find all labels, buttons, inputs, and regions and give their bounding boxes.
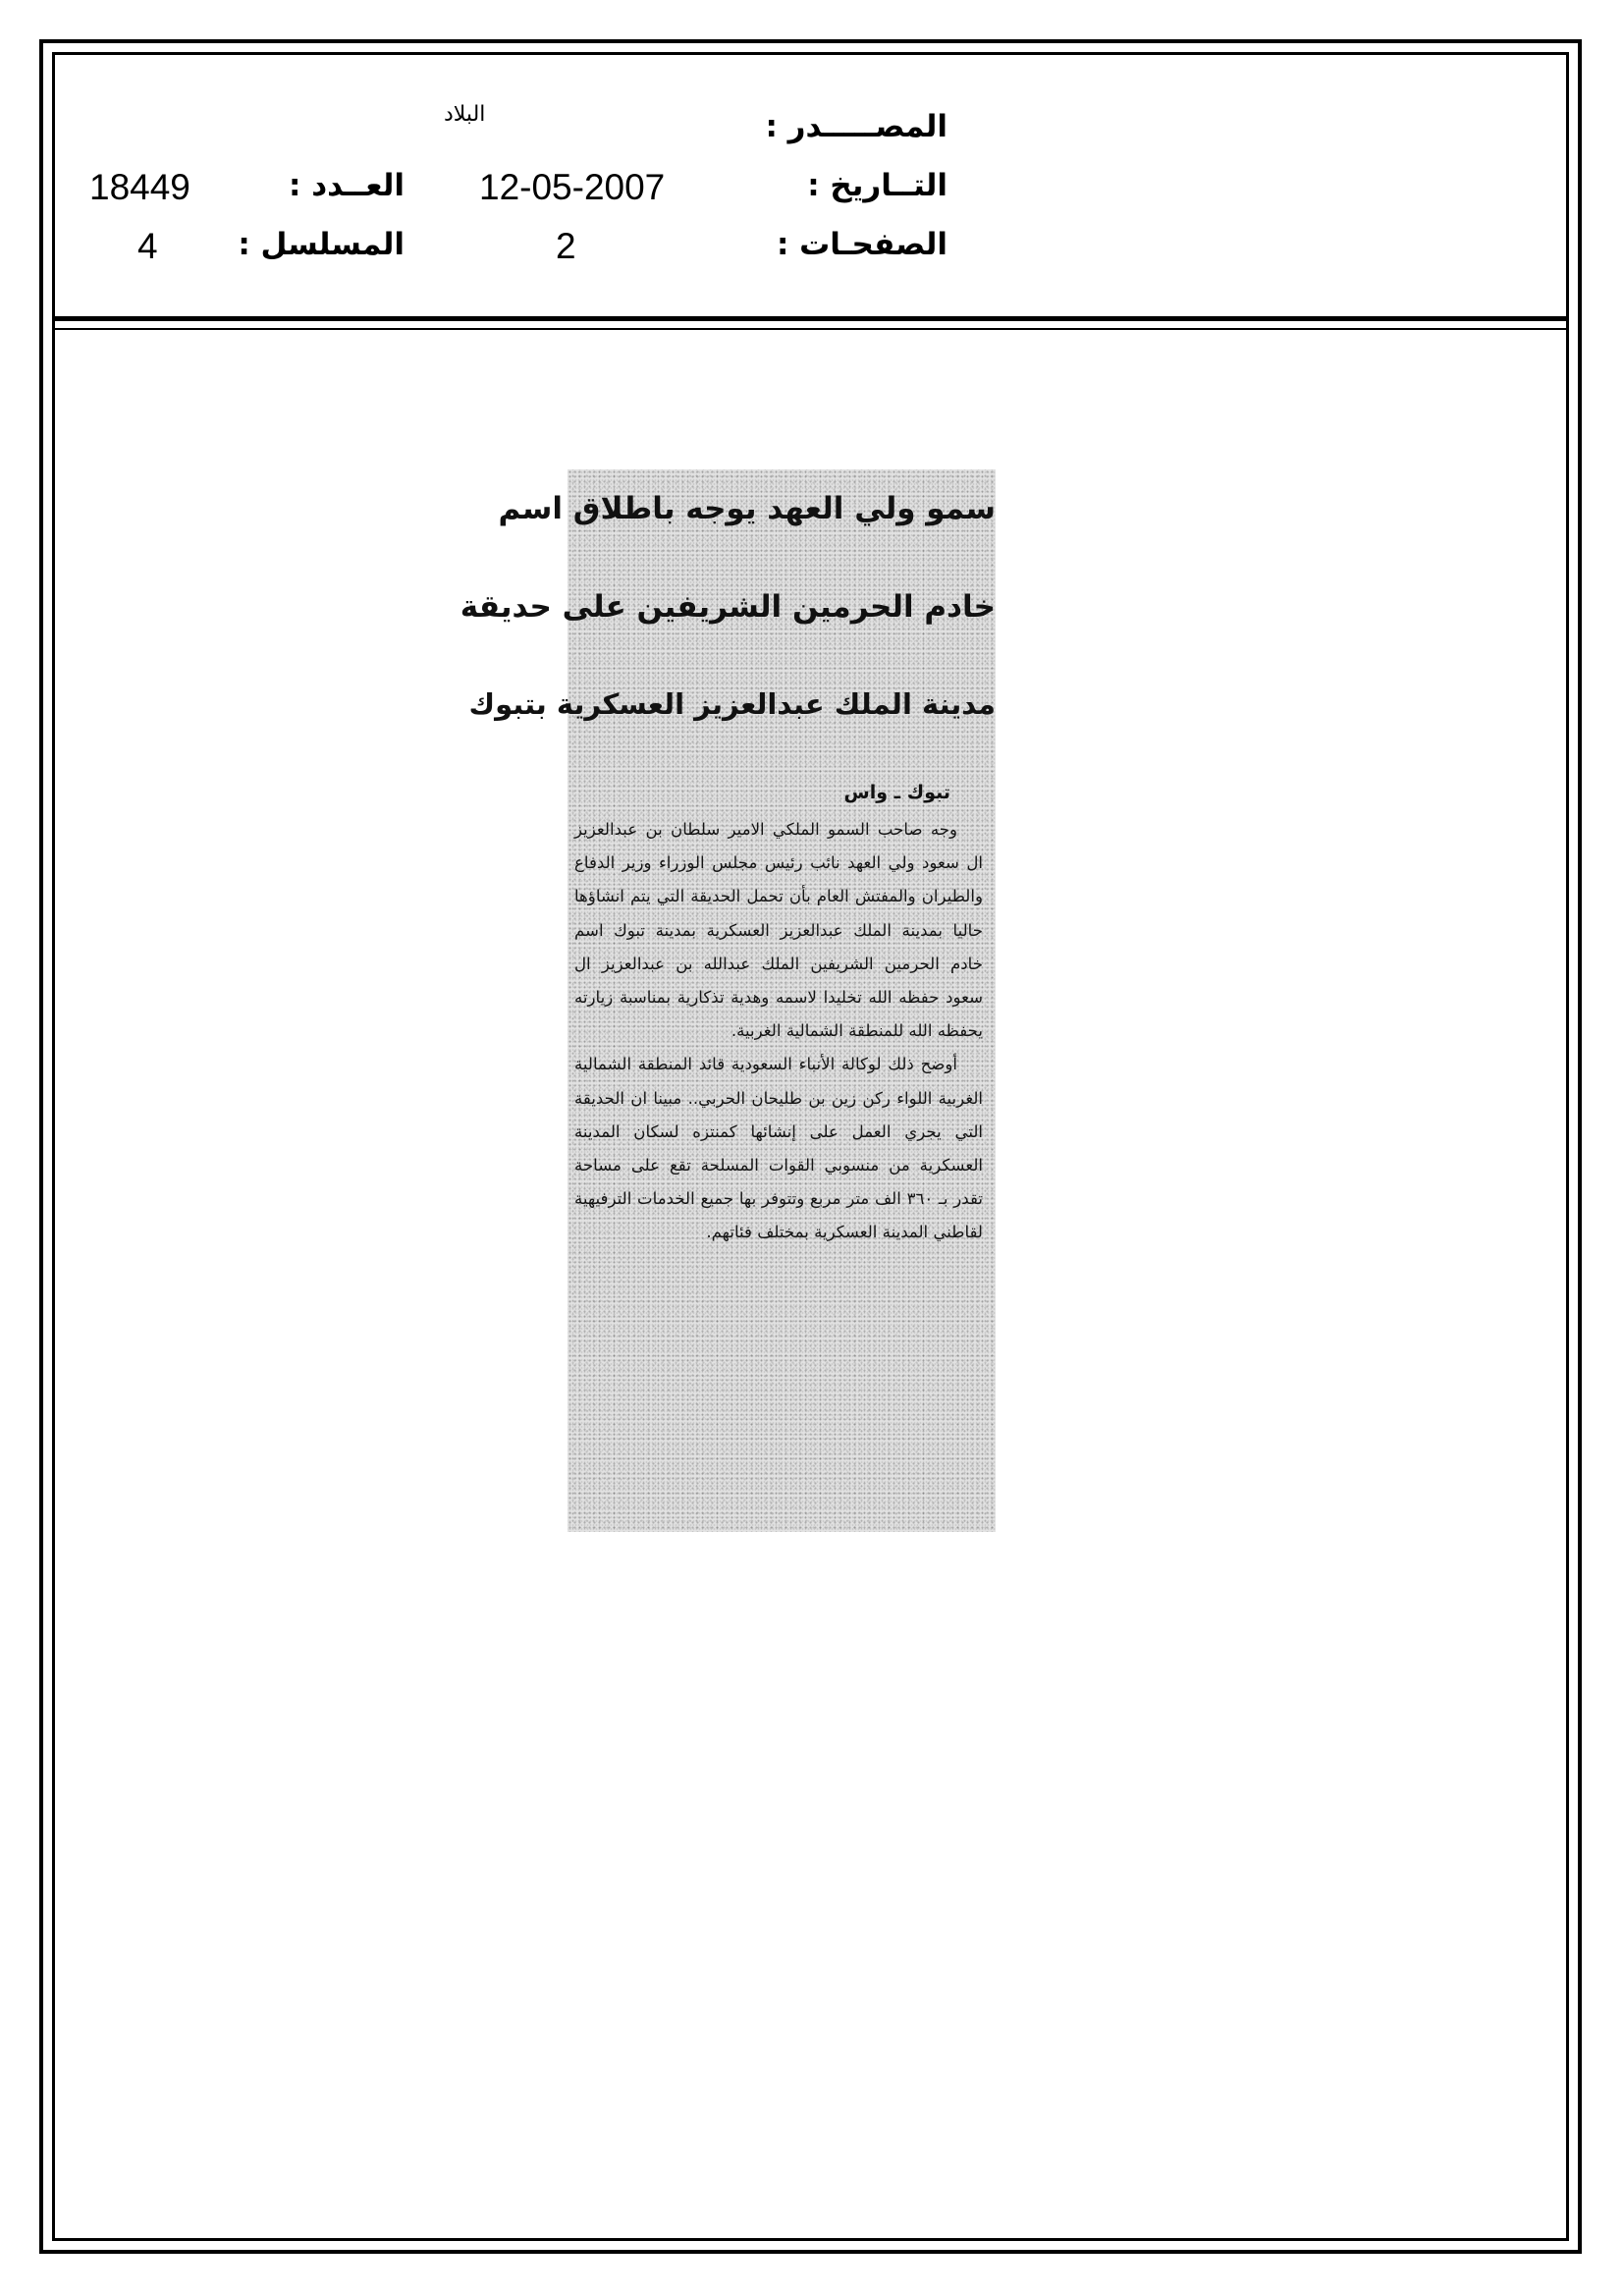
serial-value: 4 [137,226,158,266]
article-title-line-3: مدينة الملك عبدالعزيز العسكرية بتبوك [468,687,996,721]
pages-label: الصفحـات : [776,227,947,262]
issue-value: 18449 [89,167,190,207]
date-label: التــاريخ : [807,168,947,203]
article-paragraph-1: وجه صاحب السمو الملكي الامير سلطان بن عبدالعزيز ال سعود ولي العهد نائب رئيس مجلس الوزراء وزير الدفاع والطيران والمفتش العام بأن تحمل الحديقة التي يتم انشاؤها حاليا بمدينة الملك عبدالعزيز العسكرية بمدينة تبوك اسم خادم الحرمين الشريفين الملك عبدالله بن عبدالعزيز ال سعود حفظه الله تخليدا لاسمه وهدية تذكارية بمناسبة زيارته يحفظه الله للمنطقة الشمالية الغربية. [574,820,983,1041]
header-divider-thin [52,328,1569,330]
article-body [574,813,983,1250]
header-divider [52,316,1569,321]
pages-value: 2 [556,226,576,266]
article-title-line-1: سمو ولي العهد يوجه باطلاق اسم [498,491,996,526]
serial-label: المسلسل : [238,227,405,262]
date-value: 12-05-2007 [479,167,666,207]
article-dateline: تبوك ـ واس [843,782,950,803]
source-label: المصـــــدر : [765,109,947,144]
newspaper-clipping [460,469,996,1532]
article-paragraph-2: أوضح ذلك لوكالة الأنباء السعودية قائد المنطقة الشمالية الغربية اللواء ركن زين بن طليحان الحربي.. مبينا ان الحديقة التي يجري العمل على إنشائها كمنتزه لسكان المدينة العسكرية من منسوبي القوات المسلحة تقع على مساحة تقدر بـ ٣٦٠ الف متر مربع وتتوفر بها جميع الخدمات الترفيهية لقاطني المدينة العسكرية بمختلف فئاتهم. [574,1055,983,1242]
article-title-line-2: خادم الحرمين الشريفين على حديقة [460,589,996,625]
issue-label: العــدد : [289,168,405,203]
source-value: البلاد [444,102,486,127]
